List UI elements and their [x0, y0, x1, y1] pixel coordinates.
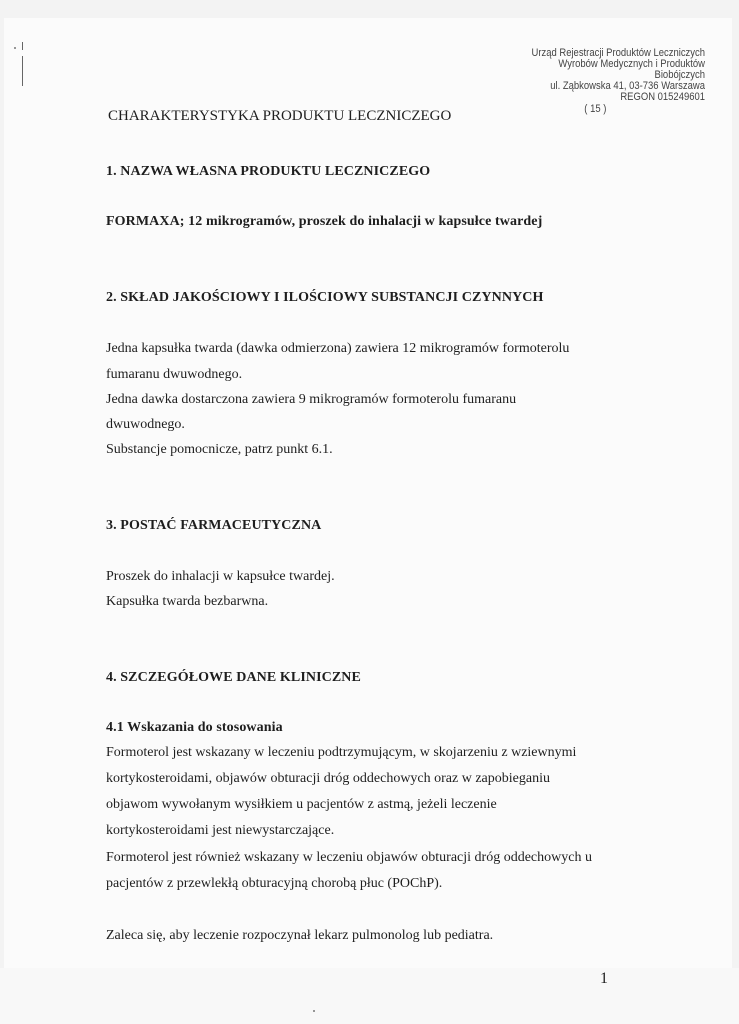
paragraph-line: kortykosteroidami, objawów obturacji dróg oddechowych oraz w zapobieganiu [106, 771, 550, 786]
scan-mark [22, 42, 23, 50]
paragraph-line: Formoterol jest również wskazany w leczeniu objawów obturacji dróg oddechowych u [106, 850, 592, 865]
paragraph-line: kortykosteroidami jest niewystarczające. [106, 823, 335, 838]
paragraph-line: Kapsułka twarda bezbarwna. [106, 594, 269, 609]
paragraph-line: fumaranu dwuwodnego. [106, 367, 243, 382]
paragraph-line: dwuwodnego. [106, 417, 185, 432]
scan-mark [22, 56, 23, 86]
document-title: CHARAKTERYSTYKA PRODUKTU LECZNICZEGO [108, 108, 452, 124]
stamp-line: ul. Ząbkowska 41, 03-736 Warszawa [550, 80, 705, 92]
paragraph-line: Jedna dawka dostarczona zawiera 9 mikrogramów formoterolu fumaranu [106, 392, 517, 407]
paragraph-line: objawom wywołanym wysiłkiem u pacjentów z astmą, jeżeli leczenie [106, 797, 497, 812]
product-name: FORMAXA; 12 mikrogramów, proszek do inhalacji w kapsułce twardej [106, 214, 543, 229]
scan-mark [14, 47, 16, 49]
paragraph-line: pacjentów z przewlekłą obturacyjną chorobą płuc (POChP). [106, 876, 443, 891]
stamp-line: Wyrobów Medycznych i Produktów Biobójczych [558, 58, 705, 81]
page-number: 1 [600, 970, 608, 987]
paragraph-line: Formoterol jest wskazany w leczeniu podtrzymującym, w skojarzeniu z wziewnymi [106, 745, 577, 760]
stamp-line: Urząd Rejestracji Produktów Leczniczych [531, 47, 705, 59]
section-4-heading: 4. SZCZEGÓŁOWE DANE KLINICZNE [106, 670, 361, 685]
scan-mark [313, 1010, 315, 1012]
stamp-number: ( 15 ) [584, 103, 607, 115]
section-1-heading: 1. NAZWA WŁASNA PRODUKTU LECZNICZEGO [106, 164, 431, 179]
section-4-1-heading: 4.1 Wskazania do stosowania [106, 720, 283, 735]
bottom-margin [0, 968, 739, 1024]
section-2-heading: 2. SKŁAD JAKOŚCIOWY I ILOŚCIOWY SUBSTANCJI CZYNNYCH [106, 290, 544, 305]
paragraph-line: Substancje pomocnicze, patrz punkt 6.1. [106, 442, 333, 457]
closing-line: Zaleca się, aby leczenie rozpoczynał lekarz pulmonolog lub pediatra. [106, 928, 494, 943]
paragraph-line: Proszek do inhalacji w kapsułce twardej. [106, 569, 335, 584]
paragraph-line: Jedna kapsułka twarda (dawka odmierzona) zawiera 12 mikrogramów formoterolu [106, 341, 570, 356]
section-3-heading: 3. POSTAĆ FARMACEUTYCZNA [106, 518, 322, 533]
stamp-line: REGON 015249601 [620, 91, 705, 103]
registration-stamp [520, 48, 705, 115]
